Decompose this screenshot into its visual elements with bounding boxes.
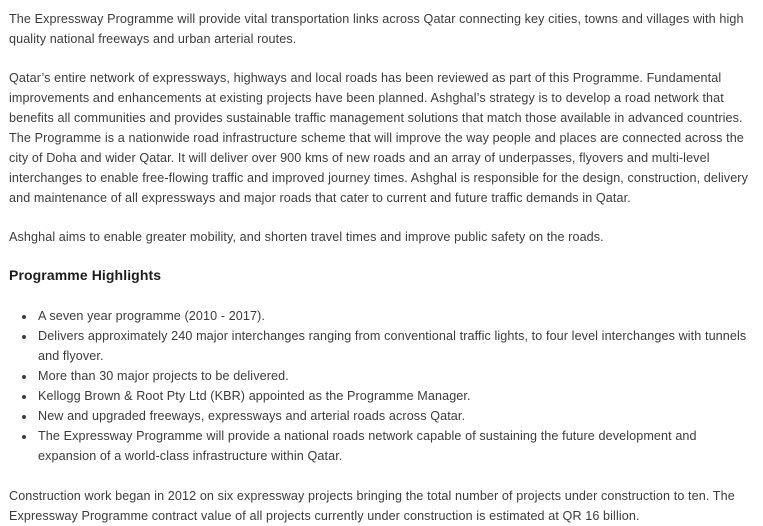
- programme-overview-paragraph: Qatar’s entire network of expressways, highways and local roads has been reviewed as part of this Programme. Fundamental improvements and enhancements at existing projects have been planned. Ashghal’s strategy is to develop a road network that benefits all communities and provides sustainable traffic management solutions that match those available in advanced countries. The Programme is a nationwide road infrastructure scheme that will improve the way people and places are connected across the city of Doha and wider Qatar. It will deliver over 900 kms of new roads and an array of underpasses, flyovers and multi-level interchanges to enable free-flowing traffic and improved journey times. Ashghal is responsible for the design, construction, delivery and maintenance of all expressways and major roads that cater to current and future traffic demands in Qatar.: [9, 71, 749, 205]
- intro-paragraph: The Expressway Programme will provide vital transportation links across Qatar connecting key cities, towns and villages with high quality national freeways and urban arterial routes.: [9, 12, 744, 46]
- highlight-item: • A seven year programme (2010 - 2017).: [36, 306, 754, 326]
- highlight-item: • New and upgraded freeways, expressways and arterial roads across Qatar.: [36, 406, 754, 426]
- programme-highlights-heading: Programme Highlights: [9, 267, 162, 283]
- ashghal-aims-paragraph: Ashghal aims to enable greater mobility, and shorten travel times and improve public safety on the roads.: [9, 230, 604, 244]
- construction-status-paragraph: Construction work began in 2012 on six expressway projects bringing the total number of projects under construction to ten. The Expressway Programme contract value of all projects currently under construction is estimated at QR 16 billion.: [9, 489, 735, 523]
- highlight-item: • Delivers approximately 240 major interchanges ranging from conventional traffic lights, to four level interchanges with tunnels and flyover.: [36, 326, 754, 366]
- highlight-item: • More than 30 major projects to be delivered.: [36, 366, 754, 386]
- highlight-item: • Kellogg Brown & Root Pty Ltd (KBR) appointed as the Programme Manager.: [36, 386, 754, 406]
- highlights-list: [9, 306, 754, 466]
- highlight-item: • The Expressway Programme will provide a national roads network capable of sustaining the future development and expansion of a world-class infrastructure within Qatar.: [36, 426, 754, 466]
